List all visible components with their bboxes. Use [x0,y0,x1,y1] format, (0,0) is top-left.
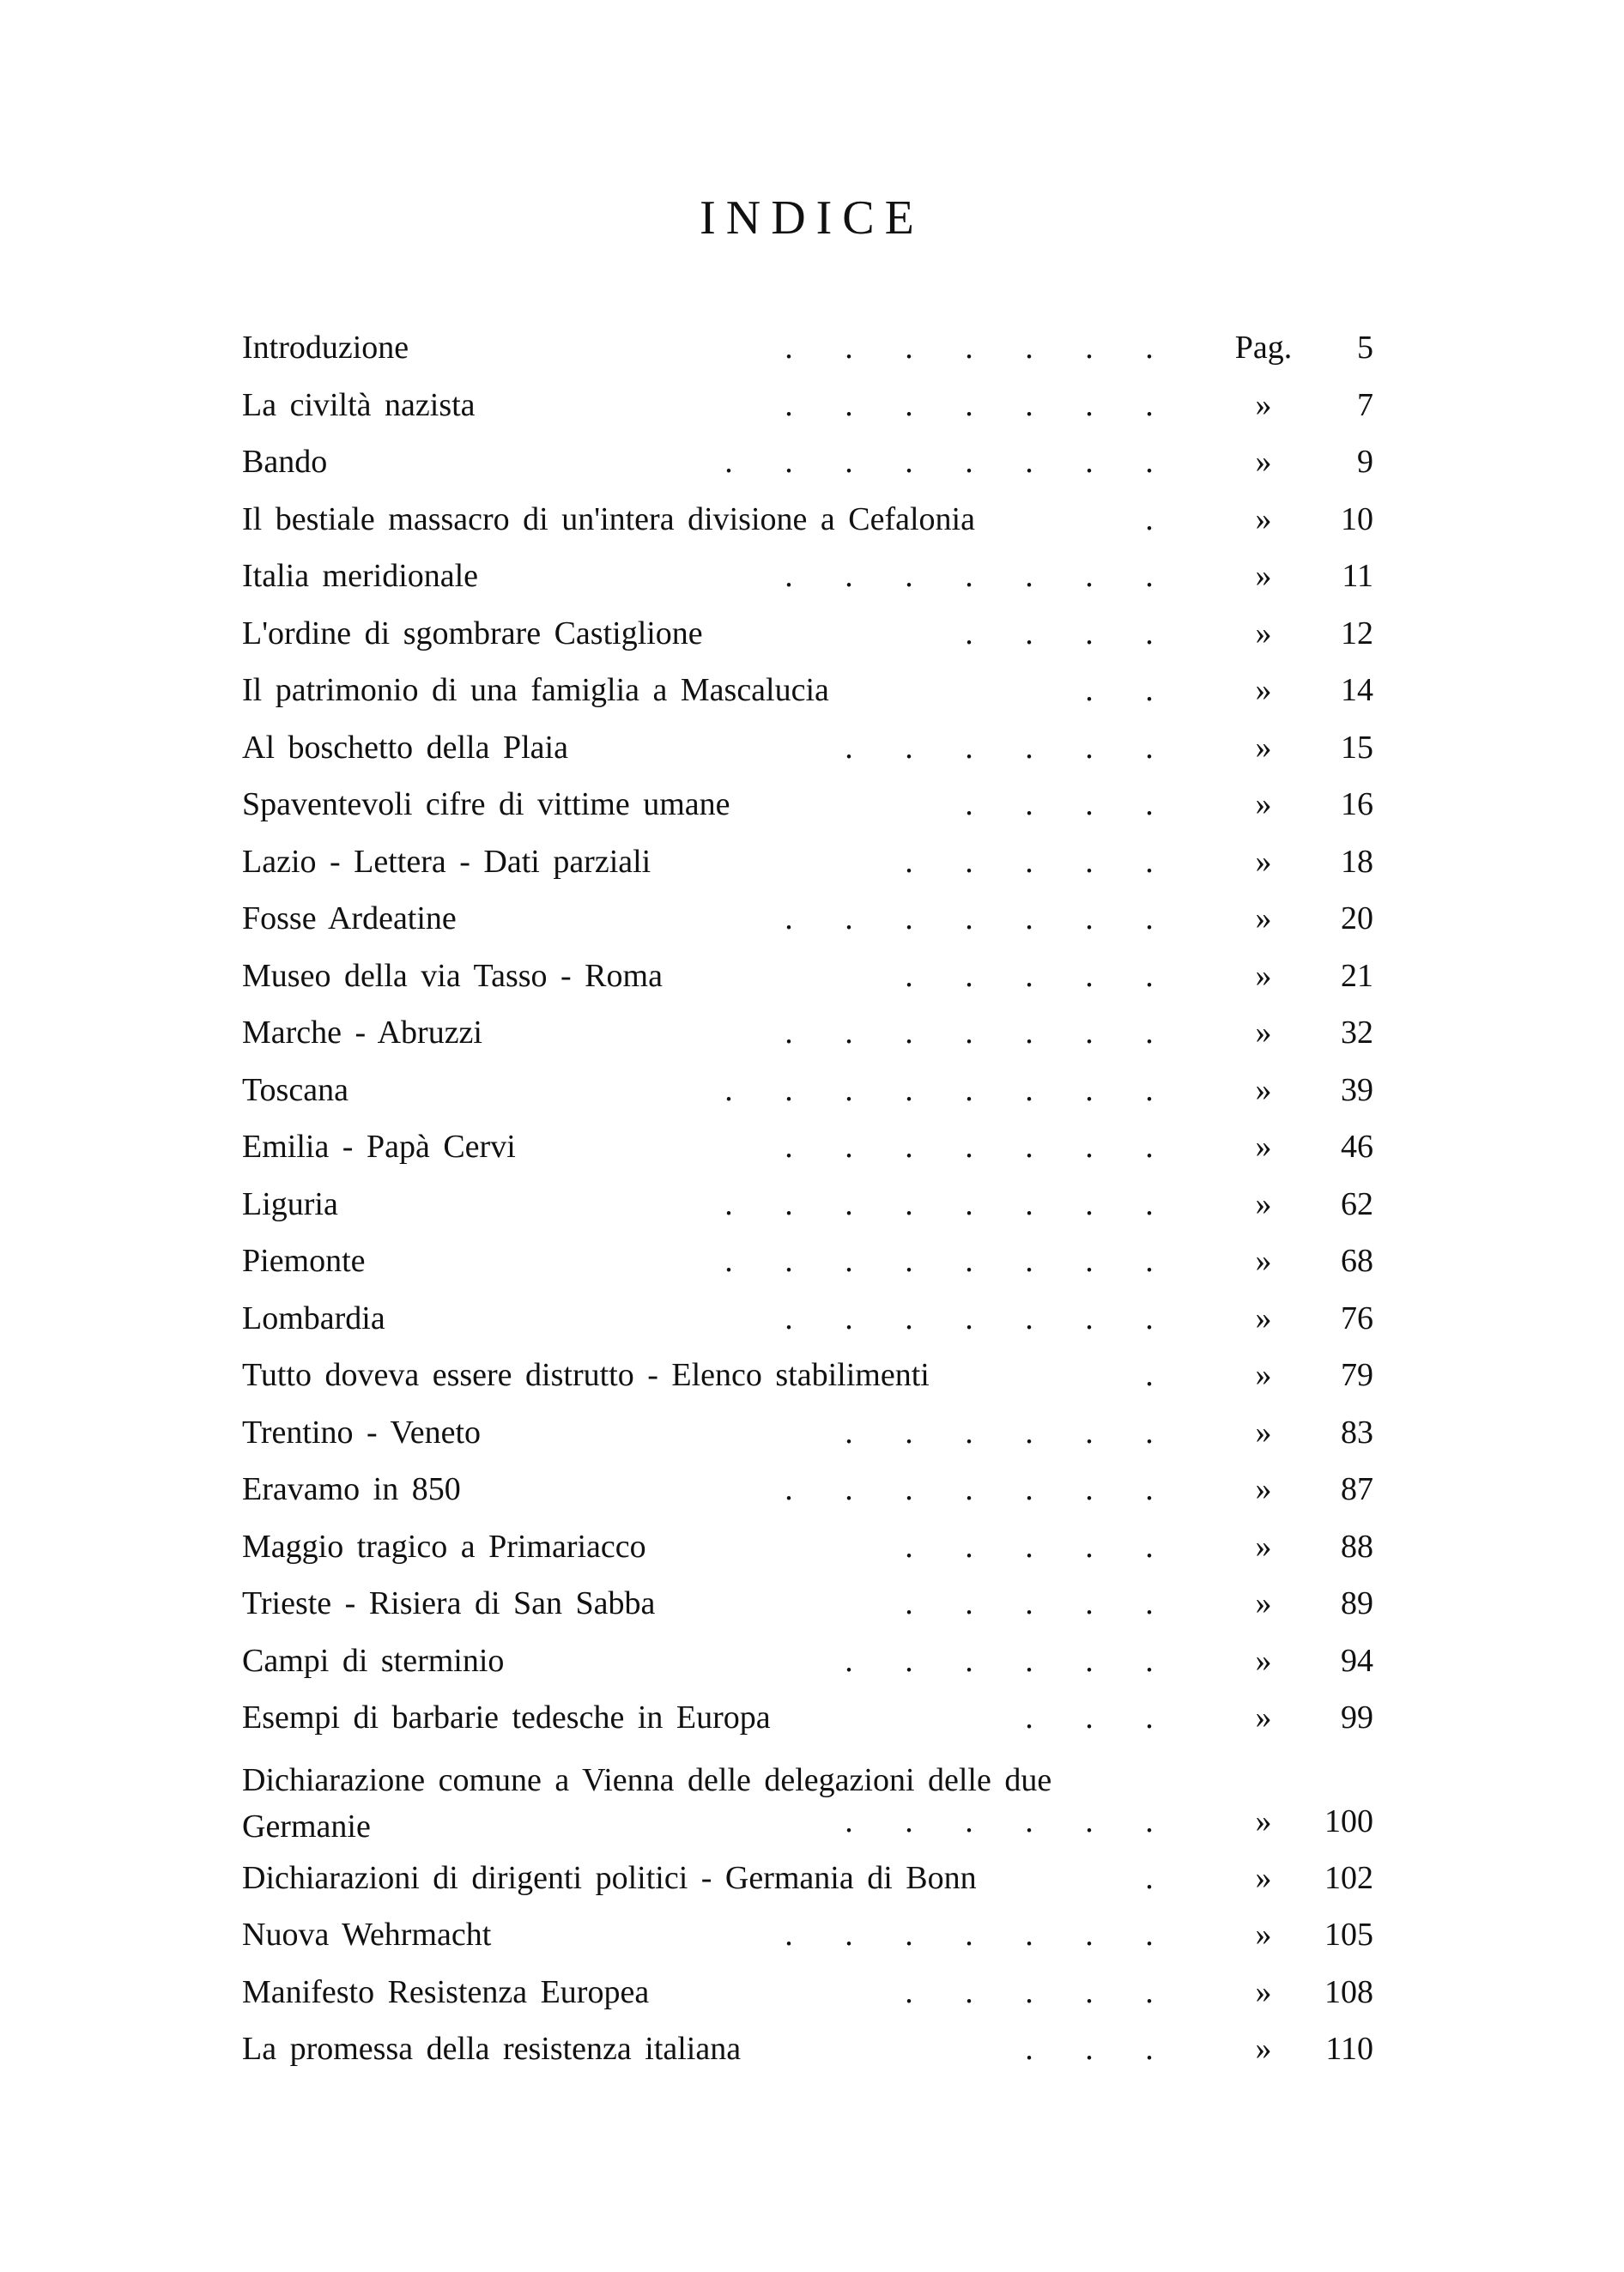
toc-dot-leader: . . . [1025,1699,1154,1736]
toc-page-number: 5 [1357,330,1373,366]
toc-entry [242,377,1392,434]
toc-dot-leader: . . . . . . . [785,386,1154,423]
toc-page-marker: » [1255,1414,1272,1451]
toc-entry-title: Toscana [242,1071,348,1108]
toc-entry-title: La promessa della resistenza italiana [242,2031,742,2067]
toc-entry [242,1062,1392,1119]
toc-page-number: 62 [1341,1185,1373,1222]
toc-page-marker: » [1255,386,1272,423]
toc-dot-leader: . . . . . . . [785,1015,1154,1051]
toc-entry-title: Lazio - Lettera - Dati parziali [242,843,651,880]
toc-page-marker: » [1255,1357,1272,1393]
toc-entry [242,1176,1392,1233]
toc-page-number: 9 [1357,444,1373,480]
toc-page-marker: » [1255,1471,1272,1507]
toc-entry-title: Maggio tragico a Primariacco [242,1528,646,1565]
toc-page-marker: » [1255,1802,1272,1839]
toc-entry-title: Dichiarazione comune a Vienna delle delegazioni delle due Germanie [242,1761,1052,1845]
toc-entry [242,319,1392,377]
toc-entry [242,1347,1392,1404]
toc-entry-title: Nuova Wehrmacht [242,1917,492,1953]
toc-entry-title: Lombardia [242,1300,385,1336]
toc-dot-leader: . . [1085,672,1154,708]
toc-entry [242,1118,1392,1176]
toc-entry-title: Tutto doveva essere distrutto - Elenco stabilimenti [242,1357,930,1393]
toc-page-marker: » [1255,786,1272,822]
toc-entry [242,2021,1392,2078]
toc-page-marker: » [1255,1642,1272,1679]
page-title: INDICE [700,191,924,245]
toc-page-marker: » [1255,729,1272,766]
toc-dot-leader: . [1145,1357,1154,1393]
toc-entry [242,833,1392,891]
toc-entry-title: Italia meridionale [242,558,479,594]
toc-entry-title: Eravamo in 850 [242,1471,461,1507]
toc-dot-leader: . . . . . . . . [724,1185,1154,1222]
toc-entry-title: Trentino - Veneto [242,1414,481,1451]
toc-page-number: 105 [1324,1917,1373,1953]
toc-page-marker: » [1255,444,1272,480]
toc-entry [242,1964,1392,2021]
toc-entry [242,890,1392,948]
toc-dot-leader: . . . . . . [845,729,1154,766]
toc-page-number: 83 [1341,1414,1373,1451]
toc-entry-title: Bando [242,444,328,480]
toc-page-marker: » [1255,1243,1272,1279]
toc-dot-leader: . . . . . . . . [724,1071,1154,1108]
toc-page-number: 76 [1341,1300,1373,1336]
toc-page-number: 100 [1324,1802,1373,1839]
toc-entry [242,1004,1392,1062]
toc-page-number: 7 [1357,386,1373,423]
toc-page-marker: » [1255,2031,1272,2067]
toc-entry-title: Manifesto Resistenza Europea [242,1973,650,2010]
toc-entry-title: Il patrimonio di una famiglia a Mascalucia [242,672,829,708]
toc-page-number: 16 [1341,786,1373,822]
toc-page-marker: » [1255,1859,1272,1896]
toc-dot-leader: . . . . [965,786,1154,822]
table-of-contents [242,319,1392,2078]
toc-page-number: 15 [1341,729,1373,766]
toc-dot-leader: . [1145,500,1154,537]
toc-dot-leader: . . . . . . . . [724,1243,1154,1279]
toc-page-number: 18 [1341,843,1373,880]
toc-entry [242,548,1392,605]
toc-dot-leader: . . . . . . . . [724,444,1154,480]
toc-page-number: 99 [1341,1699,1373,1736]
toc-dot-leader: . . . . . [905,843,1154,880]
toc-entry-title: Marche - Abruzzi [242,1015,482,1051]
toc-page-marker: Pag. [1234,330,1293,366]
toc-entry [242,1689,1392,1747]
toc-entry-title: Emilia - Papà Cervi [242,1129,516,1165]
toc-page-number: 32 [1341,1015,1373,1051]
toc-dot-leader: . . . . . . . [785,1917,1154,1953]
toc-entry [242,776,1392,833]
toc-page-number: 88 [1341,1528,1373,1565]
toc-page-marker: » [1255,1300,1272,1336]
toc-dot-leader: . . . . . . [845,1642,1154,1679]
toc-dot-leader: . . . . . . . [785,558,1154,594]
toc-page-marker: » [1255,1585,1272,1621]
toc-entry-title: Trieste - Risiera di San Sabba [242,1585,656,1621]
toc-page-number: 46 [1341,1129,1373,1165]
toc-page-number: 94 [1341,1642,1373,1679]
toc-page-marker: » [1255,558,1272,594]
toc-dot-leader: . . . . . . [845,1414,1154,1451]
toc-page-number: 68 [1341,1243,1373,1279]
toc-page-marker: » [1255,672,1272,708]
toc-entry [242,1575,1392,1633]
toc-entry-title: Museo della via Tasso - Roma [242,957,663,994]
toc-page-number: 102 [1324,1859,1373,1896]
toc-entry-title: Esempi di barbarie tedesche in Europa [242,1699,771,1736]
toc-entry-title: Piemonte [242,1243,366,1279]
toc-page-number: 87 [1341,1471,1373,1507]
toc-page-marker: » [1255,615,1272,651]
toc-page-number: 108 [1324,1973,1373,2010]
toc-page-marker: » [1255,1917,1272,1953]
toc-entry [242,491,1392,548]
toc-page-marker: » [1255,1185,1272,1222]
toc-page-marker: » [1255,1973,1272,2010]
toc-page-number: 110 [1325,2031,1373,2067]
toc-entry-title: L'ordine di sgombrare Castiglione [242,615,703,651]
toc-dot-leader: . . . . . . . [785,330,1154,366]
toc-entry-title: Liguria [242,1185,338,1222]
toc-dot-leader: . [1145,1859,1154,1896]
toc-page-number: 12 [1341,615,1373,651]
toc-page-number: 89 [1341,1585,1373,1621]
toc-entry [242,1290,1392,1348]
toc-page-marker: » [1255,1071,1272,1108]
toc-dot-leader: . . . . . . . [785,1471,1154,1507]
toc-entry [242,1747,1392,1850]
toc-entry-title: Il bestiale massacro di un'intera divisione a Cefalonia [242,500,975,537]
toc-page-marker: » [1255,1528,1272,1565]
toc-page-number: 39 [1341,1071,1373,1108]
toc-page-marker: » [1255,957,1272,994]
toc-entry [242,662,1392,719]
toc-entry [242,948,1392,1005]
toc-dot-leader: . . . . . [905,1528,1154,1565]
toc-page-marker: » [1255,500,1272,537]
toc-entry [242,1518,1392,1576]
toc-dot-leader: . . . . . [905,1973,1154,2010]
toc-entry [242,1633,1392,1690]
toc-dot-leader: . . . . . . . [785,900,1154,936]
toc-dot-leader: . . . . . [905,957,1154,994]
toc-entry [242,1404,1392,1462]
toc-dot-leader: . . . . . . . [785,1129,1154,1165]
toc-entry [242,605,1392,663]
toc-dot-leader: . . . [1025,2031,1154,2067]
toc-entry-title: Fosse Ardeatine [242,900,457,936]
toc-entry [242,1461,1392,1518]
toc-page-marker: » [1255,1129,1272,1165]
toc-entry [242,433,1392,491]
toc-entry [242,1850,1392,1907]
toc-entry-title: Al boschetto della Plaia [242,729,568,766]
toc-page-number: 21 [1341,957,1373,994]
toc-entry [242,1233,1392,1290]
toc-page-marker: » [1255,1015,1272,1051]
toc-entry [242,1906,1392,1964]
toc-page-number: 79 [1341,1357,1373,1393]
toc-page-marker: » [1255,843,1272,880]
toc-dot-leader: . . . . . [905,1585,1154,1621]
toc-dot-leader: . . . . . . [845,1802,1154,1839]
toc-page-marker: » [1255,1699,1272,1736]
toc-entry [242,719,1392,777]
toc-entry-title: Dichiarazioni di dirigenti politici - Germania di Bonn [242,1859,977,1896]
toc-entry-title: Spaventevoli cifre di vittime umane [242,786,730,822]
toc-page-marker: » [1255,900,1272,936]
toc-page-number: 20 [1341,900,1373,936]
toc-entry-title: La civiltà nazista [242,386,476,423]
toc-dot-leader: . . . . [965,615,1154,651]
toc-entry-title: Introduzione [242,330,409,366]
toc-page-number: 14 [1341,672,1373,708]
toc-entry-title: Campi di sterminio [242,1642,505,1679]
toc-page-number: 10 [1341,500,1373,537]
toc-dot-leader: . . . . . . . [785,1300,1154,1336]
toc-page-number: 11 [1342,558,1373,594]
